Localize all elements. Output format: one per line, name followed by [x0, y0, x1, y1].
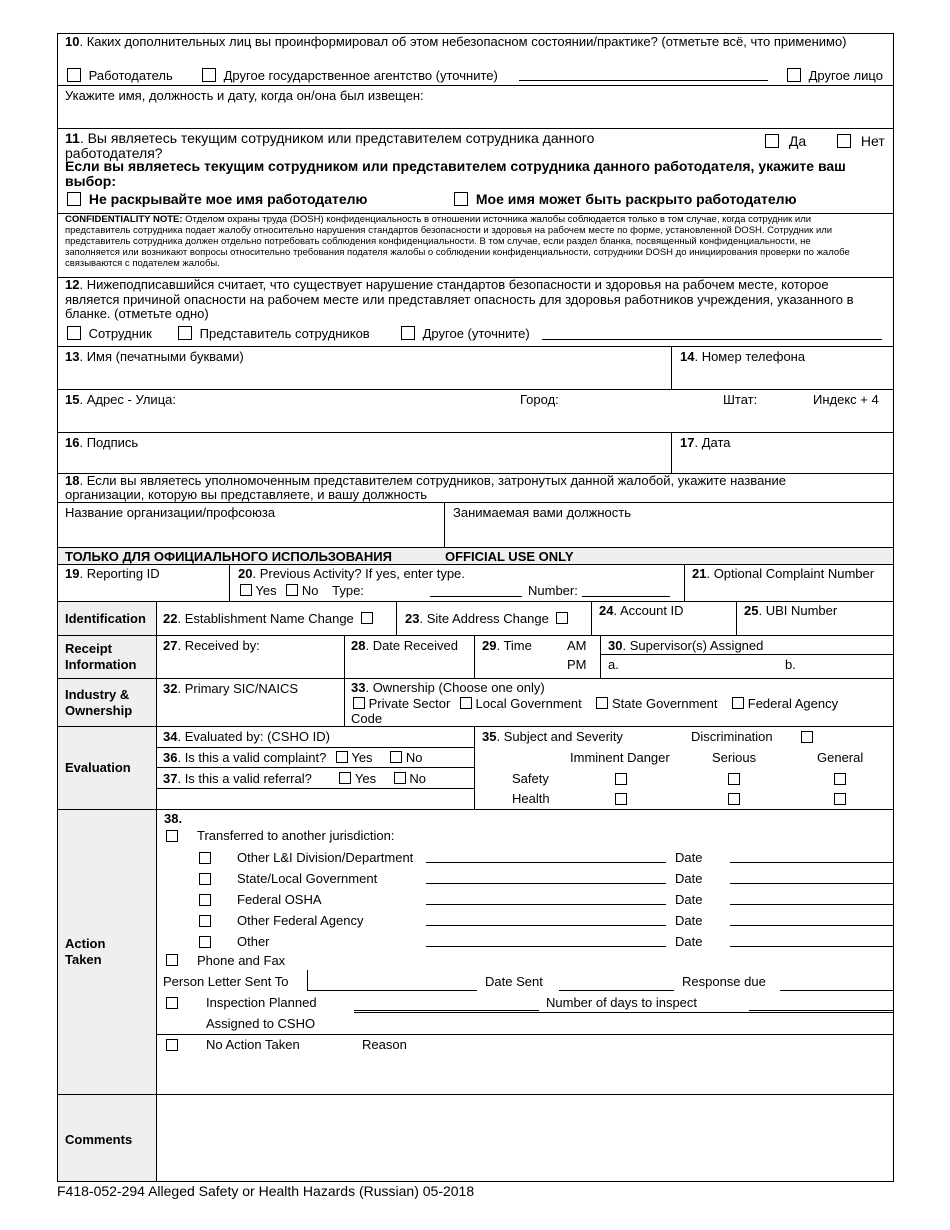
f34-evaluated-by[interactable]: 34. Evaluated by: (CSHO ID) — [163, 729, 330, 744]
transfer-item-field[interactable] — [426, 848, 666, 863]
comments-field[interactable] — [157, 1095, 893, 1181]
official-use-header: ТОЛЬКО ДЛЯ ОФИЦИАЛЬНОГО ИСПОЛЬЗОВАНИЯ OFFICIAL USE ONLY — [57, 547, 894, 564]
f24-account-id[interactable]: 24. Account ID — [599, 603, 684, 618]
q12-section: 12. Нижеподписавшийся считает, что существует нарушение стандартов безопасности и здоровья на рабочем месте, которое является причиной опасности на рабочем месте или представляет опасность для здоровья работников учреждения, указанного в бланке. (отметьте одно) Сотрудник Представитель сотрудников Другое (уточните) — [57, 277, 894, 346]
f20-number-field[interactable] — [582, 583, 670, 597]
q10-other-person-checkbox[interactable] — [787, 68, 801, 82]
f37-yes-checkbox[interactable] — [339, 772, 351, 784]
safety-imminent-checkbox[interactable] — [615, 773, 627, 785]
q17-date-field[interactable]: 17. Дата — [680, 435, 731, 450]
q11-yes-checkbox[interactable] — [765, 134, 779, 148]
q10-question: . Каких дополнительных лиц вы проинформировал об этом небезопасном состоянии/практике? (отметьте всё, что применимо) — [79, 34, 847, 49]
q11-section: 11. Вы являетесь текущим сотрудником или представителем сотрудника данного работодателя? Да Нет Если вы являетесь текущим сотрудником или представителем сотрудника данного работодателя, укажите ваш выбор: Не раскрывайте мое имя работодателю Мое имя может быть раскрыто работодателю — [57, 128, 894, 213]
q10-other-agency-field[interactable] — [519, 68, 768, 81]
f20-no-checkbox[interactable] — [286, 584, 298, 596]
q10-section: 10. Каких дополнительных лиц вы проинформировал об этом небезопасном состоянии/практике? (отметьте всё, что применимо) Работодатель Другое государственное агентство (уточните) Другое лицо — [57, 33, 894, 85]
transferred-checkbox[interactable] — [166, 830, 178, 842]
transfer-item-field[interactable] — [426, 869, 666, 884]
transfer-item-field[interactable] — [426, 911, 666, 926]
federal-agency-checkbox[interactable] — [732, 697, 744, 709]
q10-notify-field[interactable]: Укажите имя, должность и дату, когда он/она был извещен: — [57, 85, 894, 128]
q16-q17-row — [57, 432, 894, 473]
q10-employer-checkbox[interactable] — [67, 68, 81, 82]
transfer-item-date-label: Date — [675, 934, 703, 949]
f30-supervisors[interactable]: 30. Supervisor(s) Assigned — [608, 638, 764, 653]
date-sent-field[interactable] — [559, 976, 674, 991]
comments-row: Comments — [57, 1094, 894, 1182]
f37-no-checkbox[interactable] — [394, 772, 406, 784]
transfer-item-date-field[interactable] — [730, 932, 893, 947]
q11-do-not-disclose-checkbox[interactable] — [67, 192, 81, 206]
complaint-form — [57, 33, 894, 1182]
q18-position-field[interactable]: Занимаемая вами должность — [453, 505, 631, 520]
q16-signature-field[interactable]: 16. Подпись — [65, 435, 139, 450]
days-to-inspect-field[interactable] — [749, 996, 893, 1011]
f22-name-change-checkbox[interactable] — [361, 612, 373, 624]
inspection-planned-field[interactable] — [354, 996, 539, 1011]
transfer-item-date-label: Date — [675, 850, 703, 865]
f28-date-received[interactable]: 28. Date Received — [351, 638, 458, 653]
health-serious-checkbox[interactable] — [728, 793, 740, 805]
transfer-item-checkbox[interactable] — [199, 852, 211, 864]
transfer-item-field[interactable] — [426, 890, 666, 905]
q12-employee-checkbox[interactable] — [67, 326, 81, 340]
receipt-row: Receipt Information 27. Received by: 28. Date Received 29. Time AM PM 30. Supervisor(s) Assigned a. b. — [57, 635, 894, 678]
transfer-item-date-label: Date — [675, 871, 703, 886]
q10-other-agency-checkbox[interactable] — [202, 68, 216, 82]
transfer-item-label: Other Federal Agency — [237, 913, 364, 928]
transfer-item-checkbox[interactable] — [199, 873, 211, 885]
health-general-checkbox[interactable] — [834, 793, 846, 805]
local-government-checkbox[interactable] — [460, 697, 472, 709]
q15-address-row[interactable]: 15. Адрес - Улица: Город: Штат: Индекс + 4 — [57, 389, 894, 432]
f23-address-change-checkbox[interactable] — [556, 612, 568, 624]
f36-no-checkbox[interactable] — [390, 751, 402, 763]
q12-other-checkbox[interactable] — [401, 326, 415, 340]
q11-no-checkbox[interactable] — [837, 134, 851, 148]
transfer-item-checkbox[interactable] — [199, 936, 211, 948]
q18-section: 18. Если вы являетесь уполномоченным представителем сотрудников, затронутых данной жалобой, укажите название организации, которую вы представляете, и вашу должность Название организации/профсоюза Занимаемая вами должность — [57, 473, 894, 547]
private-sector-checkbox[interactable] — [353, 697, 365, 709]
transfer-item-label: Federal OSHA — [237, 892, 322, 907]
response-due-field[interactable] — [780, 976, 893, 991]
inspection-planned-checkbox[interactable] — [166, 997, 178, 1009]
person-letter-field[interactable] — [307, 976, 477, 991]
safety-general-checkbox[interactable] — [834, 773, 846, 785]
identification-row: Identification 22. Establishment Name Change 23. Site Address Change 24. Account ID 25. UBI Number — [57, 601, 894, 635]
phone-fax-checkbox[interactable] — [166, 954, 178, 966]
transfer-item-date-field[interactable] — [730, 890, 893, 905]
health-imminent-checkbox[interactable] — [615, 793, 627, 805]
transfer-item-date-field[interactable] — [730, 869, 893, 884]
transfer-item-date-label: Date — [675, 892, 703, 907]
action-taken-row: Action Taken 38. Transferred to another jurisdiction: Other L&I Division/Department Date State/Local Government Date Federal OSHA Date Other Federal Agency Date Other Date Phone and Fax Person Letter Sent To Date Sent Response due Inspection Planned Number of days to inspect Assigned to CSHO No Action Taken Reason — [57, 809, 894, 1094]
confidentiality-note: CONFIDENTIALITY NOTE: Отделом охраны труда (DOSH) конфиденциальность в отношении источника жалобы соблюдается только в том случае, когда сотрудник или представитель сотрудника подает жалобу относительно нарушения стандартов безопасности и здоровья на рабочем месте по форме, установленной DOSH. Сотрудник или представитель сотрудника должен отдельно потребовать соблюдения конфиденциальности. В том случае, если раздел бланка, посвященный конфиденциальности, не заполняется или возникают вопросы относительно требования подателя жалобы о соблюдении конфиденциальности, сотрудники DOSH до инициирования проверки по жалобе связываются с подателем жалобы. — [57, 213, 894, 277]
transfer-item-label: State/Local Government — [237, 871, 378, 886]
industry-row: Industry & Ownership 32. Primary SIC/NAICS 33. Ownership (Choose one only) Private Sector Local Government State Government Federal Agency Code — [57, 678, 894, 726]
row-19-21: 19. Reporting ID 20. Previous Activity? If yes, enter type. Yes No Type: Number: 21. Optional Complaint Number — [57, 564, 894, 601]
q12-representative-checkbox[interactable] — [178, 326, 192, 340]
transfer-item-date-label: Date — [675, 913, 703, 928]
f36-yes-checkbox[interactable] — [336, 751, 348, 763]
evaluation-row: Evaluation 34. Evaluated by: (CSHO ID) 36. Is this a valid complaint? Yes No 37. Is this a valid referral? Yes No 35. Subject and Severity Discrimination Imminent Danger Serious General Safety Health — [57, 726, 894, 809]
q11-may-disclose-checkbox[interactable] — [454, 192, 468, 206]
q12-other-field[interactable] — [542, 326, 882, 340]
discrimination-checkbox[interactable] — [801, 731, 813, 743]
transfer-item-checkbox[interactable] — [199, 894, 211, 906]
transfer-item-label: Other — [237, 934, 270, 949]
f25-ubi-number[interactable]: 25. UBI Number — [744, 603, 838, 618]
f20-yes-checkbox[interactable] — [240, 584, 252, 596]
q14-phone-field[interactable]: 14. Номер телефона — [680, 349, 806, 364]
state-government-checkbox[interactable] — [596, 697, 608, 709]
f21-complaint-number[interactable]: 21. Optional Complaint Number — [692, 566, 875, 581]
f19-reporting-id[interactable]: 19. Reporting ID — [65, 566, 160, 581]
no-action-checkbox[interactable] — [166, 1039, 178, 1051]
safety-serious-checkbox[interactable] — [728, 773, 740, 785]
transfer-item-date-field[interactable] — [730, 911, 893, 926]
f32-sic-naics[interactable]: 32. Primary SIC/NAICS — [163, 681, 299, 696]
q13-q14-row — [57, 346, 894, 389]
transfer-item-checkbox[interactable] — [199, 915, 211, 927]
f29-time[interactable]: 29. Time — [482, 638, 532, 653]
transfer-item-label: Other L&I Division/Department — [237, 850, 414, 865]
f20-type-field[interactable] — [430, 583, 522, 597]
q18-org-field[interactable]: Название организации/профсоюза — [65, 505, 276, 520]
transfer-item-field[interactable] — [426, 932, 666, 947]
transfer-item-date-field[interactable] — [730, 848, 893, 863]
q13-name-field[interactable]: 13. Имя (печатными буквами) — [65, 349, 244, 364]
f27-received-by[interactable]: 27. Received by: — [163, 638, 260, 653]
form-footer: F418-052-294 Alleged Safety or Health Hazards (Russian) 05-2018 — [57, 1183, 475, 1199]
